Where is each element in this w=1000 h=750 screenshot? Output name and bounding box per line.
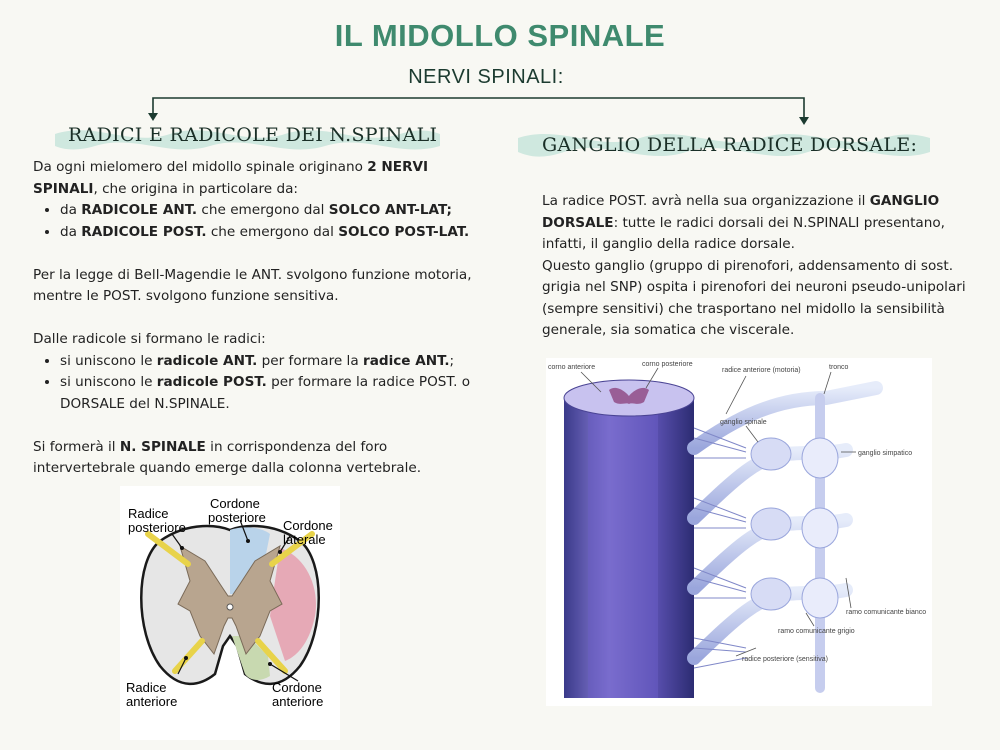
section-heading-left: RADICI E RADICOLE DEI N.SPINALI xyxy=(68,124,438,146)
sympathetic-ganglion-1 xyxy=(802,438,838,478)
page-title: IL MIDOLLO SPINALE xyxy=(334,18,666,53)
label-radice-anteriore: radice anteriore (motoria) xyxy=(722,367,801,374)
left-paragraph-1: Da ogni mielomero del midollo spinale originano 2 NERVI SPINALI, che origina in particolare da: xyxy=(33,159,429,197)
label-radice-posteriore: radice posteriore (sensitiva) xyxy=(742,656,828,663)
right-paragraph-1: La radice POST. avrà nella sua organizzazione il GANGLIO DORSALE: tutte le radici dorsali dei N.SPINALI presentano, infatti, il ganglio della radice dorsale. xyxy=(542,193,945,252)
label-cordone-posteriore: Cordone posteriore xyxy=(208,496,266,525)
label-cordone-anteriore: Cordone anteriore xyxy=(272,680,324,709)
label-corno-anteriore: corno anteriore xyxy=(548,364,596,371)
label-ramo-comunicante-bianco: ramo comunicante bianco xyxy=(846,609,927,616)
label-cordone-laterale: Cordone laterale xyxy=(283,518,333,547)
arrow-right-icon xyxy=(799,117,809,125)
list-item: • da RADICOLE ANT. che emergono dal SOLCO ANT-LAT; xyxy=(60,200,473,222)
spinal-ganglion-2 xyxy=(751,508,791,540)
page-subtitle: NERVI SPINALI: xyxy=(408,66,564,88)
right-text xyxy=(542,191,972,342)
radicole-list xyxy=(33,200,473,243)
arrow-left-icon xyxy=(148,113,158,121)
grey-column xyxy=(588,408,658,698)
label-ramo-comunicante-grigio: ramo comunicante grigio xyxy=(778,628,855,635)
label-radice-posteriore: Radice posteriore xyxy=(128,506,186,535)
list-item: • si uniscono le radicole POST. per formare la radice POST. o DORSALE del N.SPINALE. xyxy=(60,372,473,415)
list-item: • si uniscono le radicole ANT. per formare la radice ANT.; xyxy=(60,351,473,373)
label-tronco: tronco xyxy=(829,364,849,371)
spinal-ganglion-1 xyxy=(751,438,791,470)
left-paragraph-2: Per la legge di Bell-Magendie le ANT. svolgono funzione motoria, mentre le POST. svolgono funzione sensitiva. xyxy=(33,266,472,304)
label-corno-posteriore: corno posteriore xyxy=(642,361,693,368)
section-heading-right: GANGLIO DELLA RADICE DORSALE: xyxy=(542,134,918,156)
right-paragraph-2: Questo ganglio (gruppo di pirenofori, addensamento di sost. grigia nel SNP) ospita i pirenofori dei neuroni pseudo-unipolari (sempre sensitivi) che trasportano nel midollo la sensibilità generale, sia somatica che viscerale. xyxy=(542,257,966,338)
label-ganglio-spinale: ganglio spinale xyxy=(720,419,767,426)
list-item: • da RADICOLE POST. che emergono dal SOLCO POST-LAT. xyxy=(60,222,473,244)
radici-list xyxy=(33,351,473,416)
sympathetic-ganglion-2 xyxy=(802,508,838,548)
left-paragraph-4: Si formerà il N. SPINALE in corrispondenza del foro intervertebrale quando emerge dalla colonna vertebrale. xyxy=(33,438,422,476)
left-paragraph-3: Dalle radicole si formano le radici: xyxy=(33,331,266,347)
spinal-cord-cross-section-figure xyxy=(120,486,340,740)
connector-line xyxy=(153,98,804,122)
spinal-ganglion-3 xyxy=(751,578,791,610)
left-text xyxy=(33,157,473,480)
label-radice-anteriore: Radice anteriore xyxy=(126,680,178,709)
central-canal xyxy=(227,604,233,610)
dorsal-root-ganglion-figure xyxy=(546,358,932,706)
sympathetic-ganglion-3 xyxy=(802,578,838,618)
label-ganglio-simpatico: ganglio simpatico xyxy=(858,450,913,457)
